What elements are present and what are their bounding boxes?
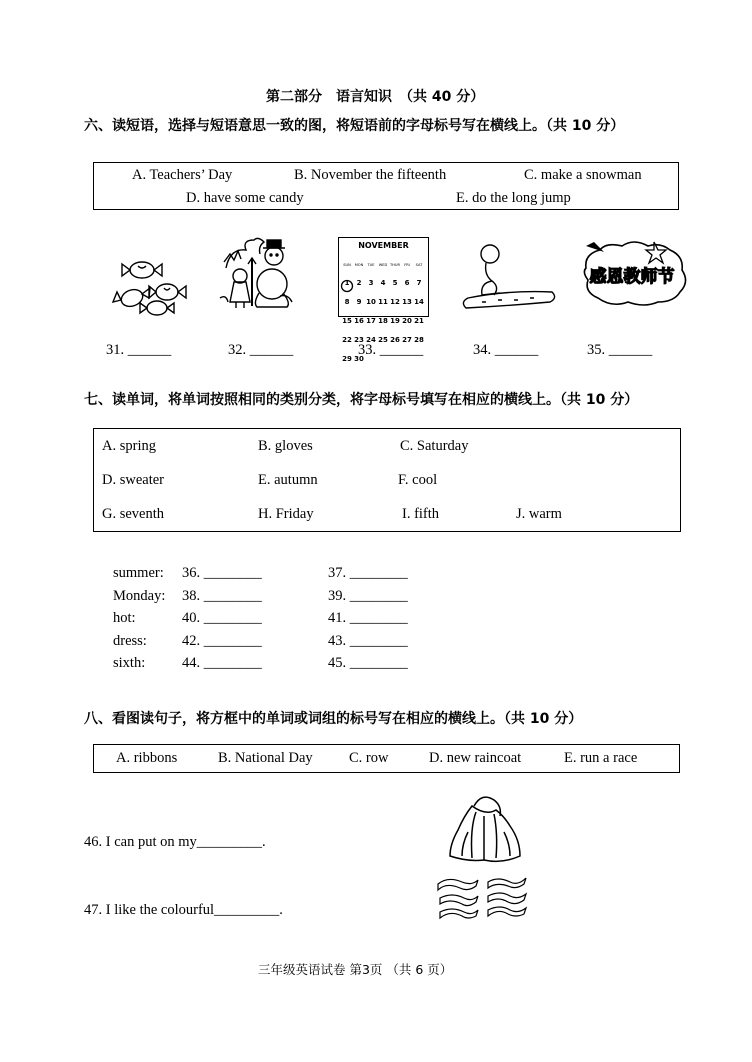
calendar-day: 29 bbox=[342, 355, 352, 363]
long-jump-picture bbox=[462, 240, 557, 310]
section7-words-box bbox=[93, 428, 681, 532]
blank-45: 45. ________ bbox=[328, 655, 408, 672]
blank-35: 35. ______ bbox=[587, 342, 653, 358]
option-b: B. November the fifteenth bbox=[294, 167, 447, 183]
part-title: 第二部分 语言知识 （共 40 分） bbox=[266, 89, 485, 105]
blank-31: 31. ______ bbox=[106, 342, 172, 358]
sentence-46: 46. I can put on my_________. bbox=[84, 834, 266, 850]
calendar-day: 27 bbox=[402, 336, 412, 344]
row-label-dress: dress: bbox=[113, 632, 147, 649]
calendar-week bbox=[341, 308, 426, 327]
calendar-day: 9 bbox=[356, 298, 362, 306]
calendar-day: 24 bbox=[366, 336, 376, 344]
calendar-day: 21 bbox=[414, 317, 424, 325]
row-label-summer: summer: bbox=[113, 565, 164, 581]
calendar-day: 5 bbox=[392, 279, 398, 287]
option8-e: E. run a race bbox=[564, 750, 638, 766]
blank-37: 37. ________ bbox=[328, 565, 408, 581]
calendar-day: 17 bbox=[366, 317, 376, 325]
option8-a: A. ribbons bbox=[116, 750, 178, 766]
blank-40: 40. ________ bbox=[182, 610, 262, 627]
option-c: C. make a snowman bbox=[524, 167, 642, 183]
option8-b: B. National Day bbox=[218, 750, 313, 766]
classification-labels bbox=[113, 562, 165, 675]
calendar-day: 12 bbox=[390, 298, 400, 306]
option-d: D. have some candy bbox=[186, 190, 304, 206]
word-e: E. autumn bbox=[258, 472, 318, 488]
calendar-day: 11 bbox=[378, 298, 388, 306]
calendar-weekday: MON bbox=[354, 263, 364, 267]
calendar-weekday: WED bbox=[378, 263, 388, 267]
calendar-weekday: SUN bbox=[343, 263, 351, 267]
section8-heading: 八、看图读句子，将方框中的单词或词组的标号写在相应的横线上。（共 10 分） bbox=[84, 711, 583, 727]
classification-blanks-1 bbox=[182, 562, 262, 675]
page-footer: 三年级英语试卷 第3页 （共 6 页） bbox=[258, 962, 453, 977]
option8-d: D. new raincoat bbox=[429, 750, 522, 766]
calendar-day: 15 bbox=[342, 317, 352, 325]
calendar-day: 4 bbox=[380, 279, 386, 287]
calendar-day: 7 bbox=[416, 279, 422, 287]
word-g: G. seventh bbox=[102, 506, 165, 522]
word-j: J. warm bbox=[516, 506, 562, 522]
calendar-day: 3 bbox=[368, 279, 374, 287]
calendar-week bbox=[341, 289, 426, 308]
poster-text: 感恩教师节 bbox=[589, 267, 675, 287]
calendar-day: 13 bbox=[402, 298, 412, 306]
section6-heading: 六、读短语，选择与短语意思一致的图，将短语前的字母标号写在横线上。（共 10 分） bbox=[84, 118, 625, 134]
section6-options-box bbox=[93, 162, 679, 210]
calendar-weekdays bbox=[341, 251, 426, 270]
calendar-day: 8 bbox=[344, 298, 350, 306]
blank-41: 41. ________ bbox=[328, 610, 408, 627]
calendar-day: 25 bbox=[378, 336, 388, 344]
calendar-day: 28 bbox=[414, 336, 424, 344]
calendar-day: 22 bbox=[342, 336, 352, 344]
circled-date-mark bbox=[341, 280, 353, 292]
blank-39: 39. ________ bbox=[328, 587, 408, 604]
row-label-hot: hot: bbox=[113, 610, 136, 627]
blank-33: 33. ______ bbox=[358, 342, 424, 358]
option-a: A. Teachers’ Day bbox=[132, 167, 233, 183]
calendar-day: 6 bbox=[404, 279, 410, 287]
row-label-monday: Monday: bbox=[113, 587, 166, 604]
calendar-month: NOVEMBER bbox=[358, 241, 409, 250]
teachers-day-picture bbox=[582, 238, 688, 308]
sentence-47: 47. I like the colourful_________. bbox=[84, 902, 283, 918]
word-b: B. gloves bbox=[258, 438, 313, 454]
word-f: F. cool bbox=[398, 472, 438, 488]
section8-options-box bbox=[93, 744, 680, 773]
blank-38: 38. ________ bbox=[182, 587, 262, 604]
ribbons-picture bbox=[436, 874, 531, 920]
calendar-day: 2 bbox=[356, 279, 362, 287]
section7-heading: 七、读单词，将单词按照相同的类别分类，将字母标号填写在相应的横线上。（共 10 分） bbox=[84, 392, 639, 408]
word-i: I. fifth bbox=[402, 506, 440, 522]
calendar-day: 26 bbox=[390, 336, 400, 344]
calendar-weekday: TUE bbox=[367, 263, 375, 267]
calendar-day: 16 bbox=[354, 317, 364, 325]
calendar-weekday: SAT bbox=[415, 263, 423, 267]
calendar-day: 19 bbox=[390, 317, 400, 325]
snowman-picture bbox=[218, 238, 298, 310]
word-a: A. spring bbox=[102, 438, 156, 454]
calendar-day: 1 bbox=[344, 279, 350, 287]
blank-44: 44. ________ bbox=[182, 655, 262, 672]
calendar-day: 18 bbox=[378, 317, 388, 325]
calendar-day: 23 bbox=[354, 336, 364, 344]
option8-c: C. row bbox=[349, 750, 389, 766]
calendar-weekday: THUR bbox=[389, 263, 401, 267]
blank-42: 42. ________ bbox=[182, 632, 262, 649]
word-h: H. Friday bbox=[258, 506, 314, 522]
classification-blanks-2 bbox=[328, 562, 408, 675]
calendar-day: 14 bbox=[414, 298, 424, 306]
blank-43: 43. ________ bbox=[328, 632, 408, 649]
row-label-sixth: sixth: bbox=[113, 655, 146, 672]
calendar-day: 10 bbox=[366, 298, 376, 306]
word-d: D. sweater bbox=[102, 472, 165, 488]
calendar-day: 20 bbox=[402, 317, 412, 325]
option-e: E. do the long jump bbox=[456, 190, 571, 206]
raincoat-picture bbox=[446, 792, 526, 864]
blank-32: 32. ______ bbox=[228, 342, 294, 358]
blank-36: 36. ________ bbox=[182, 565, 262, 581]
blank-34: 34. ______ bbox=[473, 342, 539, 358]
candy-picture bbox=[112, 250, 192, 320]
calendar-week bbox=[341, 270, 426, 289]
word-c: C. Saturday bbox=[400, 438, 469, 454]
calendar-day: 30 bbox=[354, 355, 364, 363]
calendar-weekday: FRI bbox=[404, 263, 410, 267]
